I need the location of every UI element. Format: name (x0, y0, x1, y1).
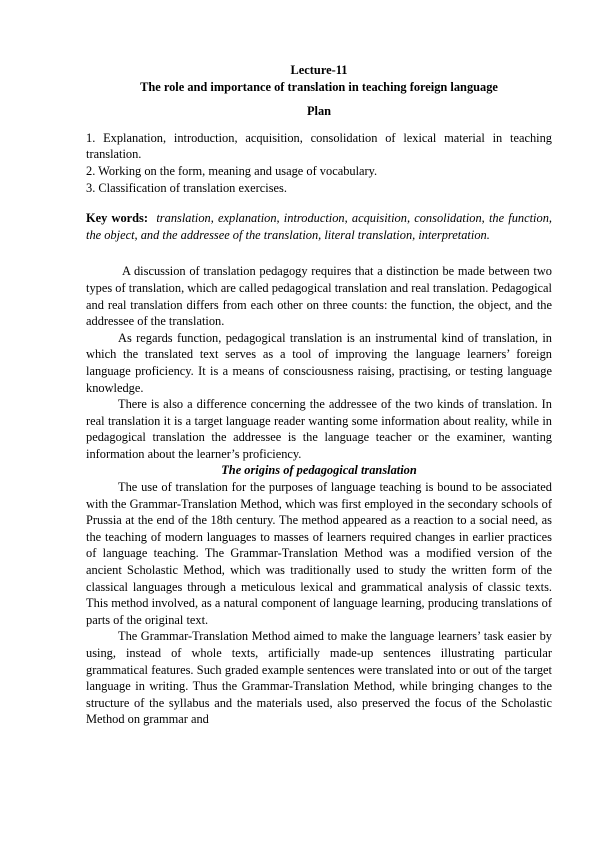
body-paragraph: There is also a difference concerning the addressee of the two kinds of translation. In real translation it is a target language reader wanting some information about reality, while in pedagogical translation the addressee is the language teacher or the examiner, wanting information about the learner’s proficiency. (86, 397, 552, 461)
body-paragraph: A discussion of translation pedagogy requires that a distinction be made between two types of translation, which are called pedagogical translation and real translation. Pedagogical and real translation differs from each other on three counts: the function, the object, and the addressee of the translation. (86, 264, 552, 329)
plan-list (86, 130, 552, 196)
section-heading: The origins of pedagogical translation (221, 463, 417, 478)
lecture-number: Lecture-11 (290, 63, 348, 77)
plan-item: 1. Explanation, introduction, acquisition, consolidation of lexical material in teaching translation. (86, 130, 552, 162)
keywords-label: Key words: (86, 211, 148, 226)
keywords-block (86, 210, 552, 243)
body-paragraph: The use of translation for the purposes of language teaching is bound to be associated with the Grammar-Translation Method, which was first employed in the secondary schools of Prussia at the end of the 18th century. The method appeared as a reaction to a social need, as the teaching of modern languages to masses of learners required changes in earlier practices of language teaching. The Grammar-Translation Method was a modified version of the ancient Scholastic Method, which was traditionally used to study the written form of the classical languages through a meticulous lexical and grammatical analysis of classic texts. This method involved, as a natural component of language learning, producing translations of parts of the original text. (86, 480, 552, 627)
lecture-title: The role and importance of translation in teaching foreign language (140, 79, 498, 94)
plan-item: 2. Working on the form, meaning and usage of vocabulary. (86, 163, 378, 178)
body-paragraph: The Grammar-Translation Method aimed to make the language learners’ task easier by using, instead of whole texts, artificially made-up sentences illustrating particular grammatical features. Such graded example sentences were translated into or out of the target language in writing. Thus the Grammar-Translation Method, while bringing changes to the structure of the syllabus and the materials used, also preserved the focus of the Scholastic Method on grammar and (86, 629, 552, 727)
plan-heading: Plan (306, 104, 332, 119)
keywords-text: translation, explanation, introduction, acquisition, consolidation, the function, the object, and the addressee of the translation, literal translation, interpretation. (86, 211, 552, 242)
body-paragraph: As regards function, pedagogical translation is an instrumental kind of translation, in which the translated text serves as a tool of improving the language learners’ foreign language proficiency. It is a means of consciousness raising, practising, or testing language knowledge. (86, 330, 552, 395)
document-content (86, 62, 552, 728)
plan-item: 3. Classification of translation exercises. (86, 180, 287, 195)
